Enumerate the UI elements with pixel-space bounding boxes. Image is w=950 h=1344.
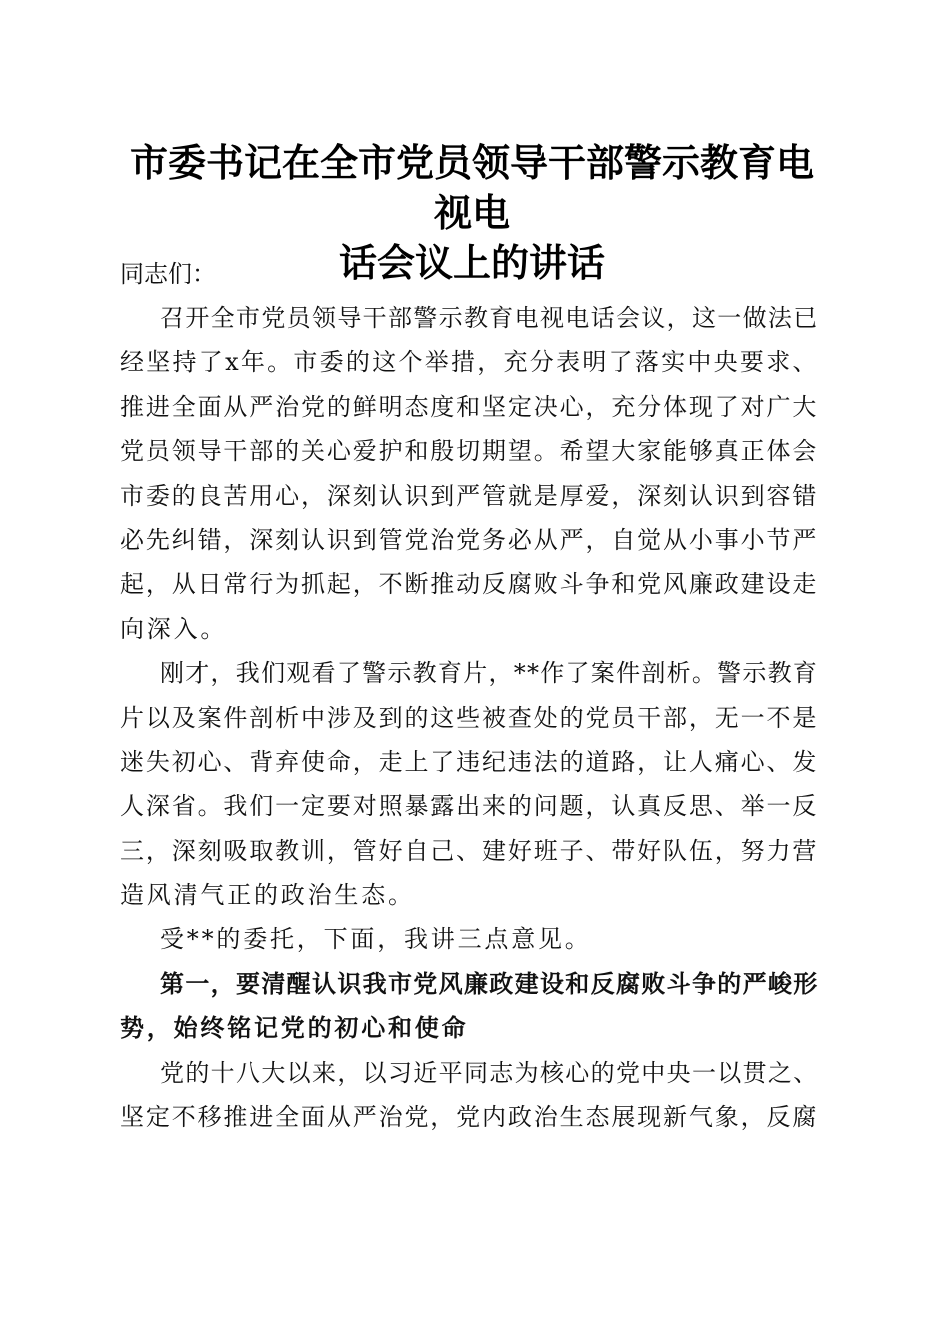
document-body [120,252,824,1139]
paragraph-line: 市委的良苦用心，深刻认识到严管就是厚爱，深刻认识到容错 [120,481,819,510]
paragraph-line: 受**的委托，下面，我讲三点意见。 [160,925,592,954]
paragraph-line: 必先纠错，深刻认识到管党治党务必从严，自觉从小事小节严 [120,525,819,554]
paragraph-2 [120,651,824,917]
paragraph-line: 刚才，我们观看了警示教育片，**作了案件剖析。警示教育 [160,659,819,688]
salutation: 同志们： [120,260,216,288]
paragraph-line: 召开全市党员领导干部警示教育电视电话会议，这一做法已 [160,304,819,332]
paragraph-1 [120,296,824,651]
document-page [120,0,824,1344]
section-heading-1 [120,962,824,1051]
paragraph-4 [120,1051,824,1140]
paragraph-line: 人深省。我们一定要对照暴露出来的问题，认真反思、举一反 [120,792,819,821]
title-line-1: 市委书记在全市党员领导干部警示教育电视电 [129,140,814,235]
paragraph-line: 造风清气正的政治生态。 [120,881,415,910]
heading-line: 第一，要清醒认识我市党风廉政建设和反腐败斗争的严峻形 [160,968,819,998]
paragraph-line: 坚定不移推进全面从严治党，党内政治生态展现新气象，反腐 [120,1103,819,1132]
title-line-2: 话会议上的讲话 [338,240,605,285]
paragraph-line: 推进全面从严治党的鲜明态度和坚定决心，充分体现了对广大 [120,392,819,421]
paragraph-line: 党员领导干部的关心爱护和殷切期望。希望大家能够真正体会 [120,437,819,466]
paragraph-line: 三，深刻吸取教训，管好自己、建好班子、带好队伍，努力营 [120,836,819,865]
paragraph-3 [120,917,824,961]
paragraph-line: 党的十八大以来，以习近平同志为核心的党中央一以贯之、 [160,1058,819,1087]
paragraph-line: 起，从日常行为抓起，不断推动反腐败斗争和党风廉政建设走 [120,570,819,599]
paragraph-line: 迷失初心、背弃使命，走上了违纪违法的道路，让人痛心、发 [120,747,819,776]
paragraph-line: 向深入。 [120,614,228,643]
paragraph-line: 片以及案件剖析中涉及到的这些被查处的党员干部，无一不是 [120,703,819,732]
paragraph-line: 经坚持了x年。市委的这个举措，充分表明了落实中央要求、 [120,348,819,377]
heading-line: 势，始终铭记党的初心和使命 [120,1013,469,1043]
